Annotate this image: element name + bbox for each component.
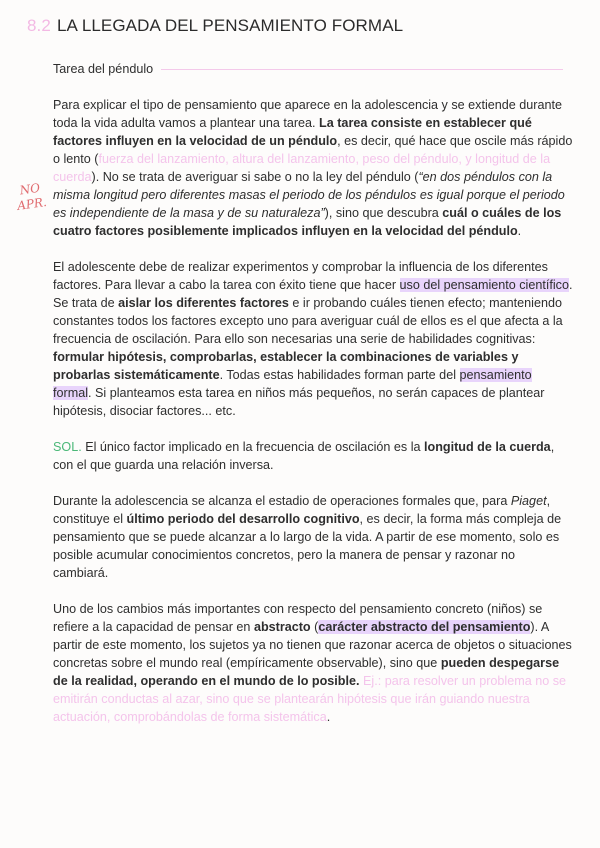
bold-text: aislar los diferentes factores: [118, 296, 289, 310]
bold-text: cuál o cuáles de los cuatro factores posiblemente implicados influyen en la velocidad del péndulo: [53, 206, 562, 238]
bold-text: La tarea consiste en establecer qué factores influyen en la velocidad de un péndulo: [53, 116, 532, 148]
subheading: Tarea del péndulo: [53, 62, 154, 76]
text: . Todas estas habilidades forman parte del: [219, 368, 460, 382]
italic-text: Piaget: [510, 494, 547, 508]
text: , con el que guarda una relación inversa.: [53, 440, 555, 472]
paragraph-4: [53, 492, 573, 582]
text: .: [326, 710, 331, 724]
bold-text: abstracto: [253, 620, 311, 634]
pink-note: fuerza del lanzamiento, altura del lanzamiento, peso del péndulo, y longitud de la cuerda: [53, 152, 551, 184]
bold-text: último periodo del desarrollo cognitivo: [126, 512, 360, 526]
text: , es decir, qué hace que oscile más rápido o lento (: [53, 134, 573, 166]
italic-quote: “en dos péndulos con la misma longitud pero diferentes masas el periodo de los péndulos es igual porque el periodo es independiente de la masa y de su naturaleza”: [53, 170, 565, 220]
text: ). A partir de este momento, los sujetos ya no tienen que razonar acerca de objetos o situaciones concretas sobre el mundo real (empíricamente observable), sino que: [53, 620, 572, 670]
subheading-row: [53, 62, 563, 76]
text: (: [310, 620, 319, 634]
margin-note-line: APR.: [16, 194, 48, 213]
text: , es decir, la forma más compleja de pensamiento que se puede alcanzar a lo largo de la vida. A partir de ese momento, solo es posible acumular conocimientos concretos, pero la manera de pensar y razonar no cambiará.: [53, 512, 562, 580]
highlight: uso del pensamiento científico: [399, 278, 569, 292]
text: Para explicar el tipo de pensamiento que aparece en la adolescencia y se extiende durante toda la vida adulta vamos a plantear una tarea.: [53, 98, 562, 130]
page-header: [27, 16, 580, 36]
page-title: LA LLEGADA DEL PENSAMIENTO FORMAL: [56, 16, 404, 35]
highlight: pensamiento formal: [53, 368, 532, 400]
paragraph-5: [53, 600, 573, 726]
subheading-rule: [161, 69, 563, 70]
text: ), sino que descubra: [324, 206, 443, 220]
text: e ir probando cuáles tienen efecto; manteniendo constantes todos los factores excepto uno para averiguar cuál de ellos es el que afecta a la frecuencia de oscilación. Para ello son necesarias una serie de habilidades cognitivas:: [53, 296, 563, 346]
bold-text: longitud de la cuerda: [424, 440, 551, 454]
text: Durante la adolescencia se alcanza el estadio de operaciones formales que, para: [53, 494, 511, 508]
text: Uno de los cambios más importantes con respecto del pensamiento concreto (niños) se refiere a la capacidad de pensar en: [53, 602, 543, 634]
margin-note-line: NO: [18, 180, 41, 198]
text: . Si planteamos esta tarea en niños más pequeños, no serán capaces de plantear hipótesis, disociar factores... etc.: [53, 386, 545, 418]
margin-note: [12, 180, 50, 214]
paragraph-2: [53, 258, 573, 420]
text: .: [517, 224, 522, 238]
paragraph-1: [53, 96, 573, 240]
highlight: carácter abstracto del pensamiento: [318, 620, 531, 634]
solution-label: SOL.: [53, 440, 82, 454]
document-body: [53, 96, 573, 744]
text: , constituye el: [53, 494, 551, 526]
text: El adolescente debe de realizar experimentos y comprobar la influencia de los diferentes factores. Para llevar a cabo la tarea con éxito tiene que hacer: [53, 260, 548, 292]
section-number: 8.2: [27, 16, 51, 35]
text: El único factor implicado en la frecuencia de oscilación es la: [81, 440, 425, 454]
pink-note: Ej.: para resolver un problema no se emitirán conductas al azar, sino que se plantearán hipótesis que irán guiando nuestra actuación, comprobándolas de forma sistemática: [53, 674, 567, 724]
bold-text: pueden despegarse de la realidad, operando en el mundo de lo posible.: [53, 656, 560, 688]
text: ). No se trata de averiguar si sabe o no la ley del péndulo (: [91, 170, 419, 184]
paragraph-3: [53, 438, 573, 474]
bold-text: formular hipótesis, comprobarlas, establecer la combinaciones de variables y probarlas sistemáticamente: [53, 350, 519, 382]
text: . Se trata de: [53, 278, 573, 310]
